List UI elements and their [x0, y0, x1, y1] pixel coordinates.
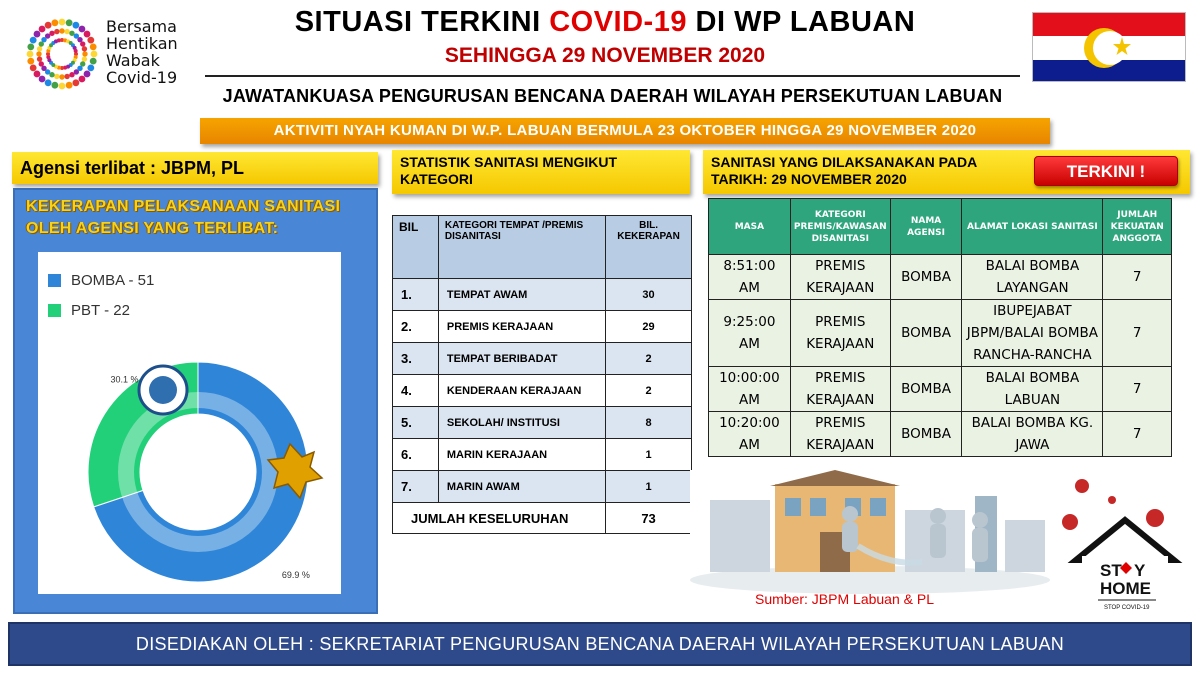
row-number: 2.: [393, 311, 439, 343]
total-row: [393, 503, 692, 534]
address-cell: BALAI BOMBA LABUAN: [962, 367, 1103, 412]
column-header: KATEGORI TEMPAT /PREMIS DISANITASI: [438, 216, 605, 279]
time-cell: 9:25:00 AM: [709, 300, 791, 367]
table-row: [393, 279, 692, 311]
table-row: [709, 300, 1172, 367]
category-cell: TEMPAT AWAM: [438, 279, 605, 311]
column-header: KATEGORI PREMIS/KAWASAN DISANITASI: [790, 199, 890, 255]
personnel-cell: 7: [1103, 300, 1172, 367]
personnel-cell: 7: [1103, 412, 1172, 457]
table-row: [709, 255, 1172, 300]
column-header: JUMLAH KEKUATAN ANGGOTA: [1103, 199, 1172, 255]
time-cell: 10:00:00 AM: [709, 367, 791, 412]
row-number: 6.: [393, 439, 439, 471]
labuan-flag-icon: [1032, 12, 1186, 82]
table-row: [393, 375, 692, 407]
crescent-star-icon: [1081, 25, 1135, 71]
title-part: SITUASI TERKINI: [294, 6, 550, 38]
category-cell: PREMIS KERAJAAN: [790, 367, 890, 412]
chart-title-line: KEKERAPAN PELAKSANAAN SANITASI: [26, 198, 341, 215]
logo-line: Hentikan: [106, 34, 178, 53]
agency-cell: BOMBA: [890, 412, 962, 457]
agency-label: Agensi terlibat : JBPM, PL: [12, 152, 378, 184]
sanitation-title-text: SANITASI YANG DILAKSANAKAN PADA TARIKH: 29 NOVEMBER 2020: [711, 154, 977, 187]
slice-percent-label: 69.9 %: [281, 570, 310, 581]
stay-home-icon: [1060, 478, 1190, 613]
row-number: 7.: [393, 471, 439, 503]
category-cell: MARIN AWAM: [438, 471, 605, 503]
address-cell: IBUPEJABAT JBPM/BALAI BOMBA RANCHA-RANCHA: [962, 300, 1103, 367]
footer-credit: DISEDIAKAN OLEH : SEKRETARIAT PENGURUSAN BENCANA DAERAH WILAYAH PERSEKUTUAN LABUAN: [8, 622, 1192, 666]
agency-cell: BOMBA: [890, 300, 962, 367]
category-cell: KENDERAAN KERAJAAN: [438, 375, 605, 407]
agency-cell: BOMBA: [890, 255, 962, 300]
time-cell: 10:20:00 AM: [709, 412, 791, 457]
category-cell: PREMIS KERAJAAN: [790, 255, 890, 300]
row-number: 4.: [393, 375, 439, 407]
table-row: [393, 343, 692, 375]
stay-home-caption: STOP COVID-19: [1104, 605, 1150, 611]
personnel-cell: 7: [1103, 255, 1172, 300]
column-header: BIL. KEKERAPAN: [606, 216, 692, 279]
sunburst-icon: [22, 14, 102, 94]
activity-banner: AKTIVITI NYAH KUMAN DI W.P. LABUAN BERMULA 23 OKTOBER HINGGA 29 NOVEMBER 2020: [200, 118, 1050, 144]
title-highlight: COVID-19: [549, 6, 687, 38]
latest-badge: TERKINI !: [1034, 156, 1178, 186]
header-divider: [205, 75, 1020, 77]
agency-cell: BOMBA: [890, 367, 962, 412]
committee-name: JAWATANKUASA PENGURUSAN BENCANA DAERAH WILAYAH PERSEKUTUAN LABUAN: [222, 86, 1003, 106]
frequency-cell: 2: [606, 375, 692, 407]
frequency-cell: 8: [606, 407, 692, 439]
category-cell: TEMPAT BERIBADAT: [438, 343, 605, 375]
table-header-row: [709, 199, 1172, 255]
chart-title: [26, 196, 366, 240]
row-number: 1.: [393, 279, 439, 311]
sanitation-log-table: [708, 198, 1172, 457]
column-header: ALAMAT LOKASI SANITASI: [962, 199, 1103, 255]
donut-chart: [38, 252, 341, 594]
category-cell: SEKOLAH/ INSTITUSI: [438, 407, 605, 439]
column-header: NAMA AGENSI: [890, 199, 962, 255]
table-row: [709, 412, 1172, 457]
category-cell: PREMIS KERAJAAN: [438, 311, 605, 343]
page-title: [210, 6, 1000, 39]
logo-line: Covid-19: [106, 68, 178, 87]
category-cell: PREMIS KERAJAAN: [790, 300, 890, 367]
logo-line: Wabak: [106, 51, 160, 70]
total-label: JUMLAH KESELURUHAN: [393, 503, 606, 534]
personnel-cell: 7: [1103, 367, 1172, 412]
table-header-row: [393, 216, 692, 279]
page-subtitle: SEHINGGA 29 NOVEMBER 2020: [444, 44, 766, 67]
time-cell: 8:51:00 AM: [709, 255, 791, 300]
category-cell: MARIN KERAJAAN: [438, 439, 605, 471]
table-row: [709, 367, 1172, 412]
frequency-cell: 29: [606, 311, 692, 343]
stay-home-text: ST: [1100, 561, 1122, 580]
column-header: MASA: [709, 199, 791, 255]
row-number: 3.: [393, 343, 439, 375]
logo-line: Bersama: [106, 17, 177, 36]
campaign-logo: [22, 14, 202, 94]
legend-label: BOMBA - 51: [71, 272, 155, 289]
table-row: [393, 471, 692, 503]
chart-title-line: OLEH AGENSI YANG TERLIBAT:: [26, 220, 279, 237]
title-part: DI WP LABUAN: [686, 6, 916, 38]
frequency-cell: 2: [606, 343, 692, 375]
category-stats-table: [392, 215, 692, 534]
table-row: [393, 407, 692, 439]
frequency-cell: 1: [606, 439, 692, 471]
frequency-cell: 30: [606, 279, 692, 311]
data-source: Sumber: JBPM Labuan & PL: [755, 591, 934, 607]
stay-home-text: HOME: [1100, 579, 1151, 598]
stat-section-title: STATISTIK SANITASI MENGIKUT KATEGORI: [392, 150, 690, 194]
frequency-cell: 1: [606, 471, 692, 503]
slice-percent-label: 30.1 %: [110, 374, 139, 385]
table-row: [393, 311, 692, 343]
column-header: BIL: [393, 216, 439, 279]
row-number: 5.: [393, 407, 439, 439]
address-cell: BALAI BOMBA KG. JAWA: [962, 412, 1103, 457]
disinfection-illustration: [690, 470, 1060, 600]
logo-text: [106, 18, 178, 86]
address-cell: BALAI BOMBA LAYANGAN: [962, 255, 1103, 300]
table-row: [393, 439, 692, 471]
stay-home-text: Y: [1134, 561, 1146, 580]
legend-label: PBT - 22: [71, 302, 130, 319]
municipal-emblem-center: [149, 376, 177, 404]
category-cell: PREMIS KERAJAAN: [790, 412, 890, 457]
donut-inner-ring: [126, 400, 270, 544]
total-value: 73: [606, 503, 692, 534]
